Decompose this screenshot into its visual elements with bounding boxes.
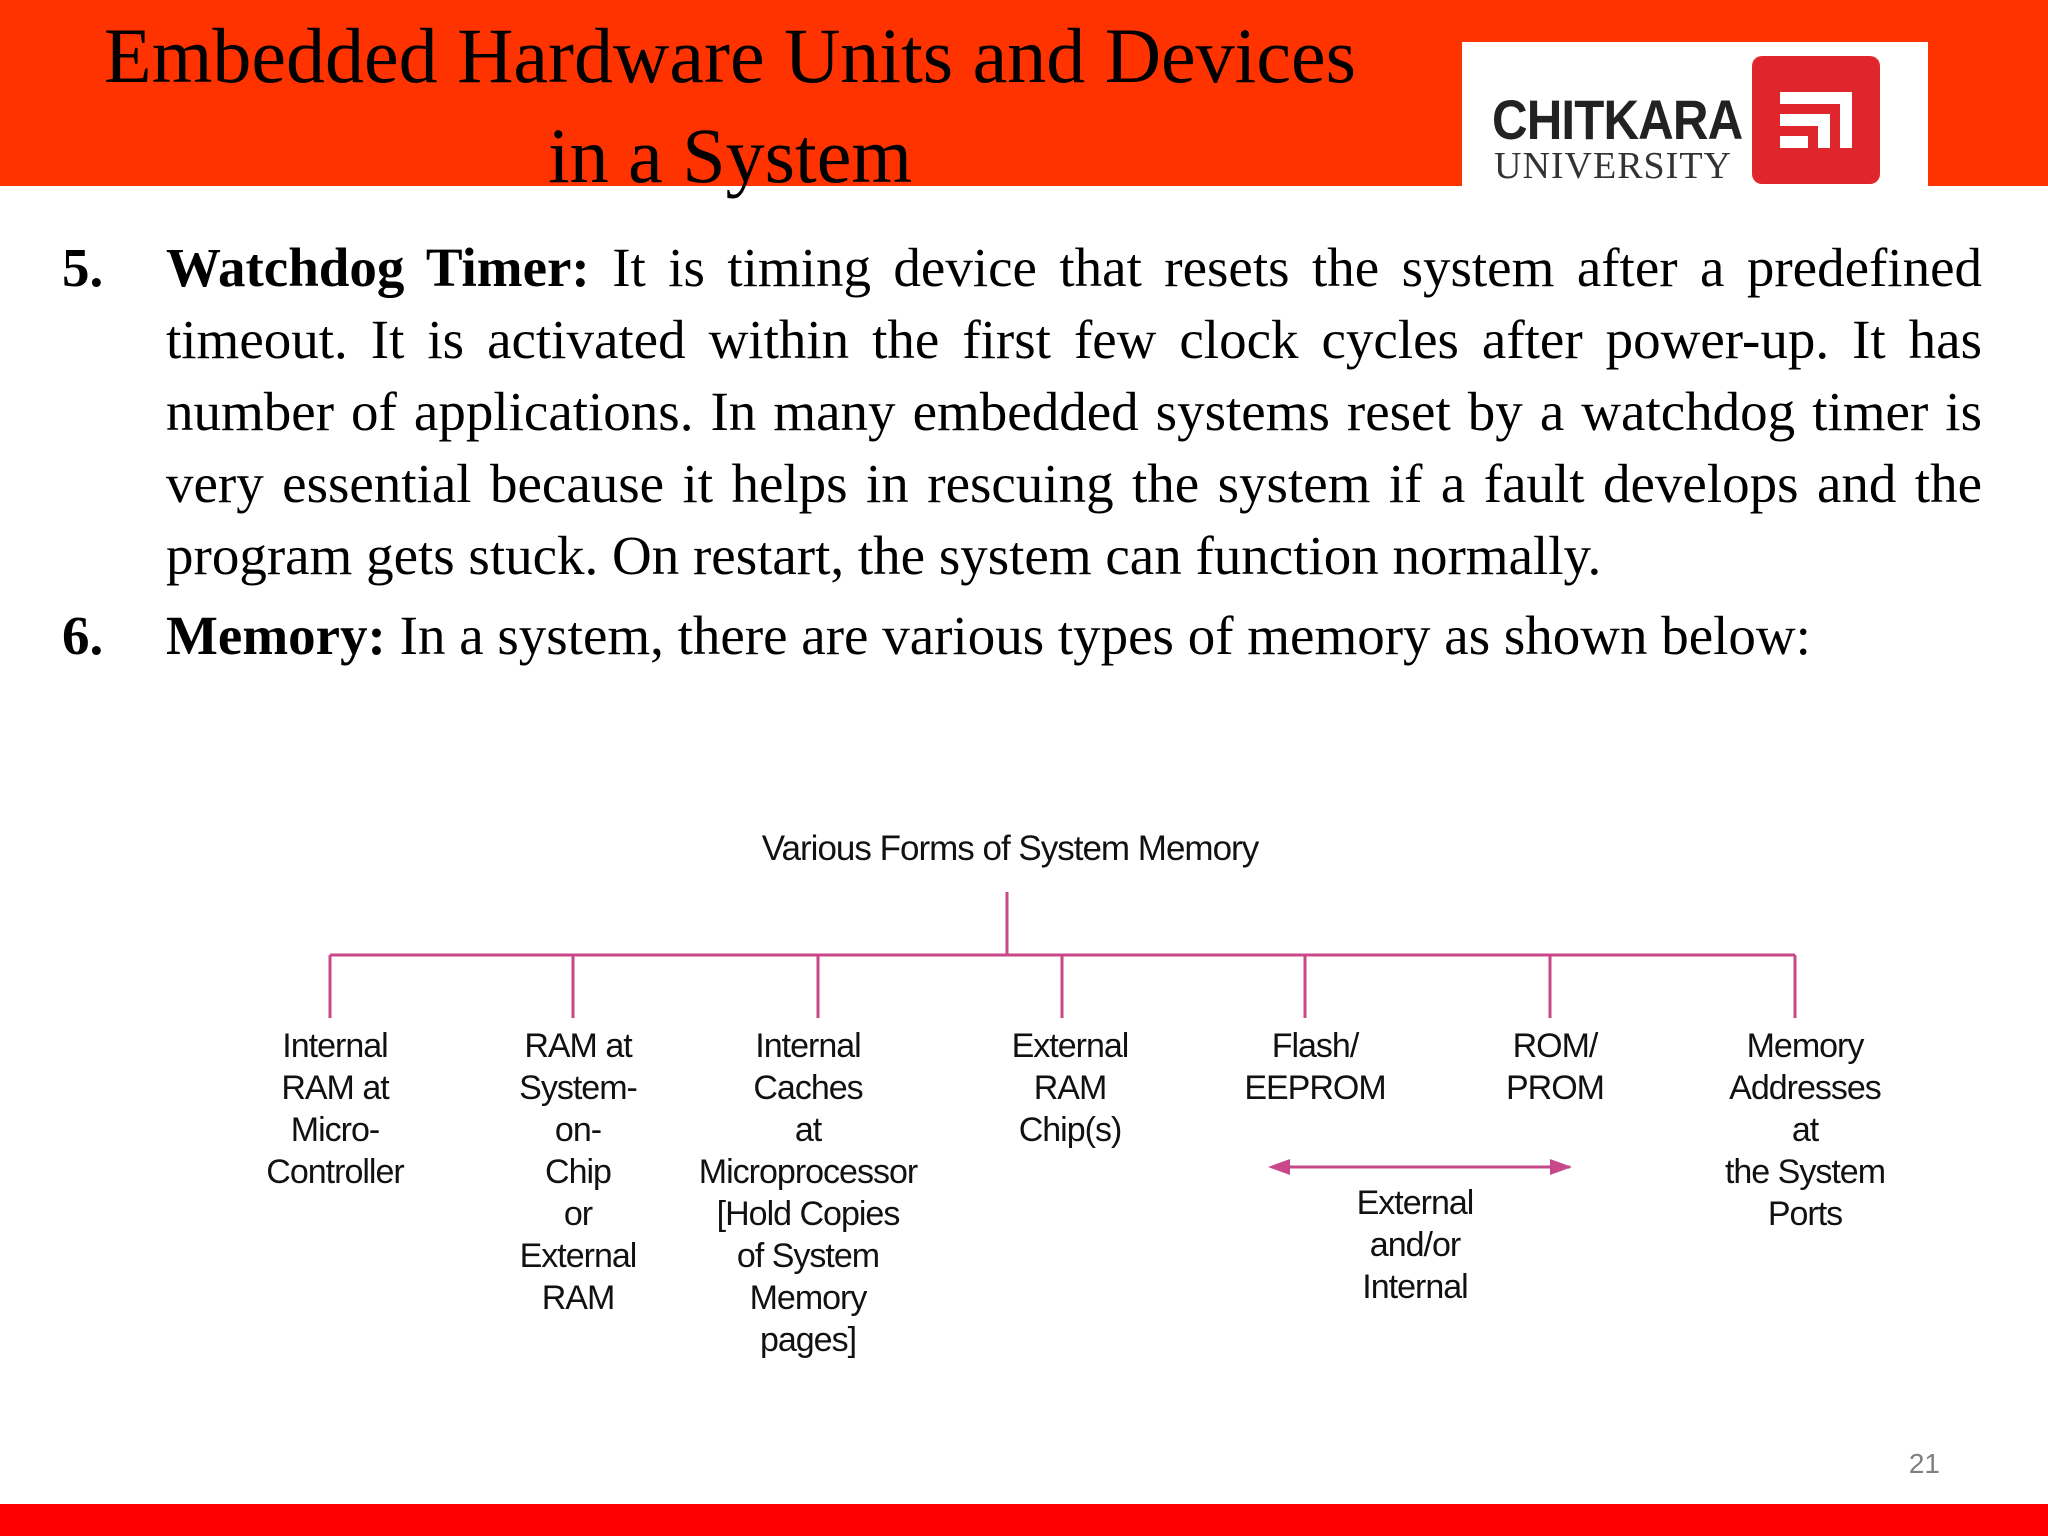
footer-bar	[0, 1504, 2048, 1536]
page-number: 21	[1908, 1448, 1940, 1479]
span-arrow-right-head	[1550, 1159, 1572, 1175]
item-number: 5.	[62, 237, 104, 298]
slide-title-line1: Embedded Hardware Units and Devices	[104, 12, 1356, 99]
header-bar	[0, 0, 2048, 199]
memory-node: ROM/ PROM	[1506, 1027, 1604, 1107]
logo-subtitle: UNIVERSITY	[1494, 145, 1732, 187]
item-text: In a system, there are various types of memory as shown below:	[385, 605, 1811, 666]
slide-body	[62, 232, 1982, 672]
memory-node: RAM at System- on- Chip or External RAM	[519, 1027, 637, 1317]
university-logo	[1462, 42, 1928, 190]
logo-mark-icon	[1752, 56, 1880, 184]
slide-title	[20, 6, 1440, 206]
item-term: Memory:	[166, 605, 386, 666]
memory-node: External RAM Chip(s)	[1011, 1027, 1129, 1149]
memory-node: Flash/ EEPROM	[1244, 1027, 1386, 1107]
list-item	[62, 600, 1982, 672]
diagram-title: Various Forms of System Memory	[761, 829, 1259, 868]
memory-node: Internal RAM at Micro- Controller	[266, 1027, 404, 1191]
item-body	[166, 600, 1982, 672]
memory-diagram	[250, 810, 1910, 1380]
item-term: Watchdog Timer:	[166, 237, 590, 298]
logo-name: CHITKARA	[1492, 88, 1743, 151]
span-label: External and/or Internal	[1356, 1184, 1474, 1306]
item-number: 6.	[62, 605, 104, 666]
span-arrow-left-head	[1268, 1159, 1290, 1175]
slide-title-line2: in a System	[548, 112, 912, 199]
memory-node: Internal Caches at Microprocessor [Hold Copies of System Memory pages]	[698, 1027, 918, 1359]
item-text: It is timing device that resets the system after a predefined timeout. It is activated within the first few clock cycles after power-up. It has number of applications. In many embedded systems reset by a watchdog timer is very essential because it helps in rescuing the system if a fault develops and the program gets stuck. On restart, the system can function normally.	[166, 237, 1982, 586]
list-item	[62, 232, 1982, 592]
item-body	[166, 232, 1982, 592]
memory-node: Memory Addresses at the System Ports	[1724, 1027, 1886, 1233]
